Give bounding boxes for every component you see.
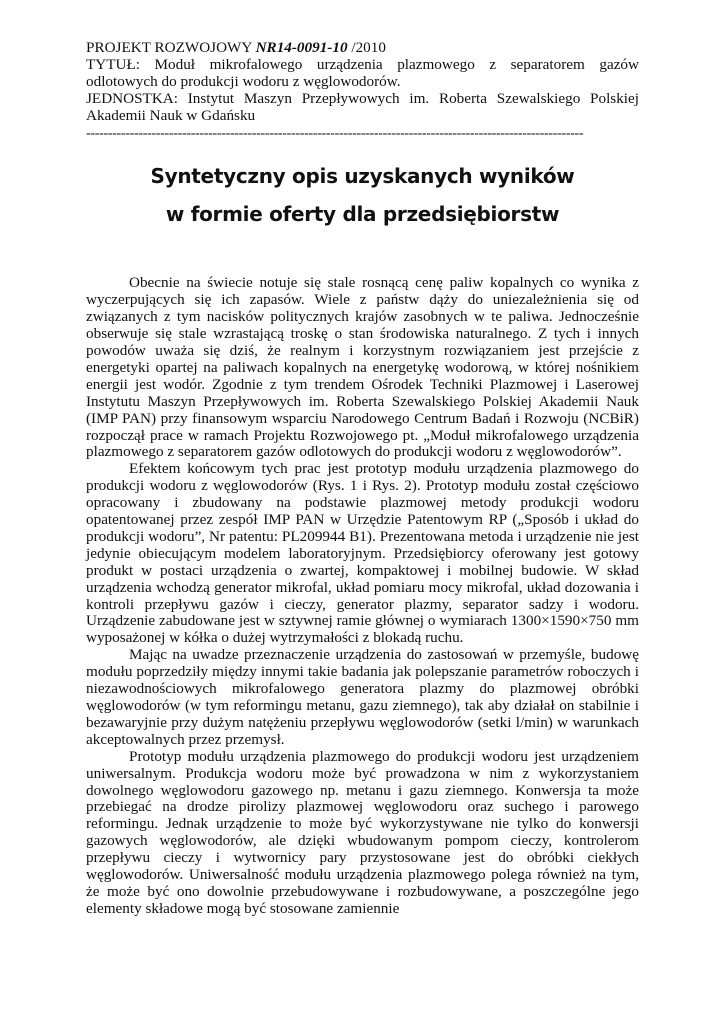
document-title-line-1: Syntetyczny opis uzyskanych wyników xyxy=(150,163,575,188)
document-title-line-2: w formie oferty dla przedsiębiorstw xyxy=(165,202,560,227)
project-number: NR14-0091-10 xyxy=(255,39,348,56)
paragraph-4: Prototyp modułu urządzenia plazmowego do produkcji wodoru jest urządzeniem uniwersalnym. Produkcja wodoru może być prowadzona w nim z wykorzystaniem dowolnego węglowodoru gazowego np. metanu i gazu ziemnego. Konwersja ta może przebiegać na drodze pirolizy plazmowej węglowodoru oraz suchego i parowego reformingu. Jednak urządzenie to może być wykorzystywane nie tylko do konwersji gazowych węglowodorów, ale dzięki wbudowanym pompom cieczy, kontrolerom przepływu cieczy i wytwornicy pary przystosowane jest do obróbki ciekłych węglowodorów. Uniwersalność modułu urządzenia plazmowego polega również na tym, że może być ono dowolnie przebudowywane i rozbudowywane, a poszczególne jego elementy składowe mogą być stosowane zamiennie xyxy=(86,747,639,917)
project-year: /2010 xyxy=(347,39,386,56)
project-title: TYTUŁ: Moduł mikrofalowego urządzenia plazmowego z separatorem gazów odlotowych do produkcji wodoru z węglowodorów. xyxy=(86,55,639,90)
project-unit: JEDNOSTKA: Instytut Maszyn Przepływowych im. Roberta Szewalskiego Polskiej Akademii Nauk w Gdańsku xyxy=(86,89,639,124)
paragraph-1: Obecnie na świecie notuje się stale rosnącą cenę paliw kopalnych co wynika z wyczerpujących się ich zapasów. Wiele z państw dąży do uniezależnienia się od związanych z tym nacisków politycznych krajów zasobnych w te paliwa. Jednocześnie obserwuje się stale wzrastającą troskę o stan środowiska naturalnego. Z tych i innych powodów uważa się dziś, że realnym i korzystnym rozwiązaniem jest przejście z energetyki opartej na paliwach kopalnych na energetykę wodorową, w której nośnikiem energii jest wodór. Zgodnie z tym trendem Ośrodek Techniki Plazmowej i Laserowej Instytutu Maszyn Przepływowych im. Roberta Szewalskiego Polskiej Akademii Nauk (IMP PAN) przy finansowym wsparciu Narodowego Centrum Badań i Rozwoju (NCBiR) rozpoczął prace w ramach Projektu Rozwojowego pt. „Moduł mikrofalowego urządzenia plazmowego z separatorem gazów odlotowych do produkcji wodoru z węglowodorów”. xyxy=(86,274,639,461)
paragraph-2: Efektem końcowym tych prac jest prototyp modułu urządzenia plazmowego do produkcji wodoru z węglowodorów (Rys. 1 i Rys. 2). Prototyp modułu został częściowo opracowany i zbudowany na podstawie plazmowej metody produkcji wodoru opatentowanej przez zespół IMP PAN w Urzędzie Patentowym RP („Sposób i układ do produkcji wodoru”, Nr patentu: PL209944 B1). Prezentowana metoda i urządzenie nie jest jedynie obiecującym modelem laboratoryjnym. Przedsiębiorcy oferowany jest gotowy produkt w postaci urządzenia o zwartej, kompaktowej i mobilnej budowie. W skład urządzenia wchodzą generator mikrofal, układ pomiaru mocy mikrofal, układ dozowania i kontroli przepływu gazów i cieczy, generator plazmy, separator sadzy i wodoru. Urządzenie zabudowane jest w sztywnej ramie głównej o wymiarach 1300×1590×750 mm wyposażonej w kółka o dużej wytrzymałości z blokadą ruchu. xyxy=(86,460,639,647)
header-separator: ------------------------------------------------------------------------------------------------------------------ xyxy=(86,125,584,141)
document-page xyxy=(86,40,639,918)
project-label: PROJEKT ROZWOJOWY xyxy=(86,39,256,56)
body-text xyxy=(86,275,639,917)
project-line xyxy=(86,40,639,57)
paragraph-3: Mając na uwadze przeznaczenie urządzenia do zastosowań w przemyśle, budowę modułu poprzedziły między innymi takie badania jak polepszanie parametrów roboczych i niezawodnościowych mikrofalowego generatora plazmy do plazmowej obróbki węglowodorów (w tym reformingu metanu, gazu ziemnego), tak aby działał on stabilnie i bezawaryjnie przy dużym natężeniu przepływu węglowodorów (setki l/min) w warunkach akceptowalnych przez przemysł. xyxy=(86,646,639,748)
